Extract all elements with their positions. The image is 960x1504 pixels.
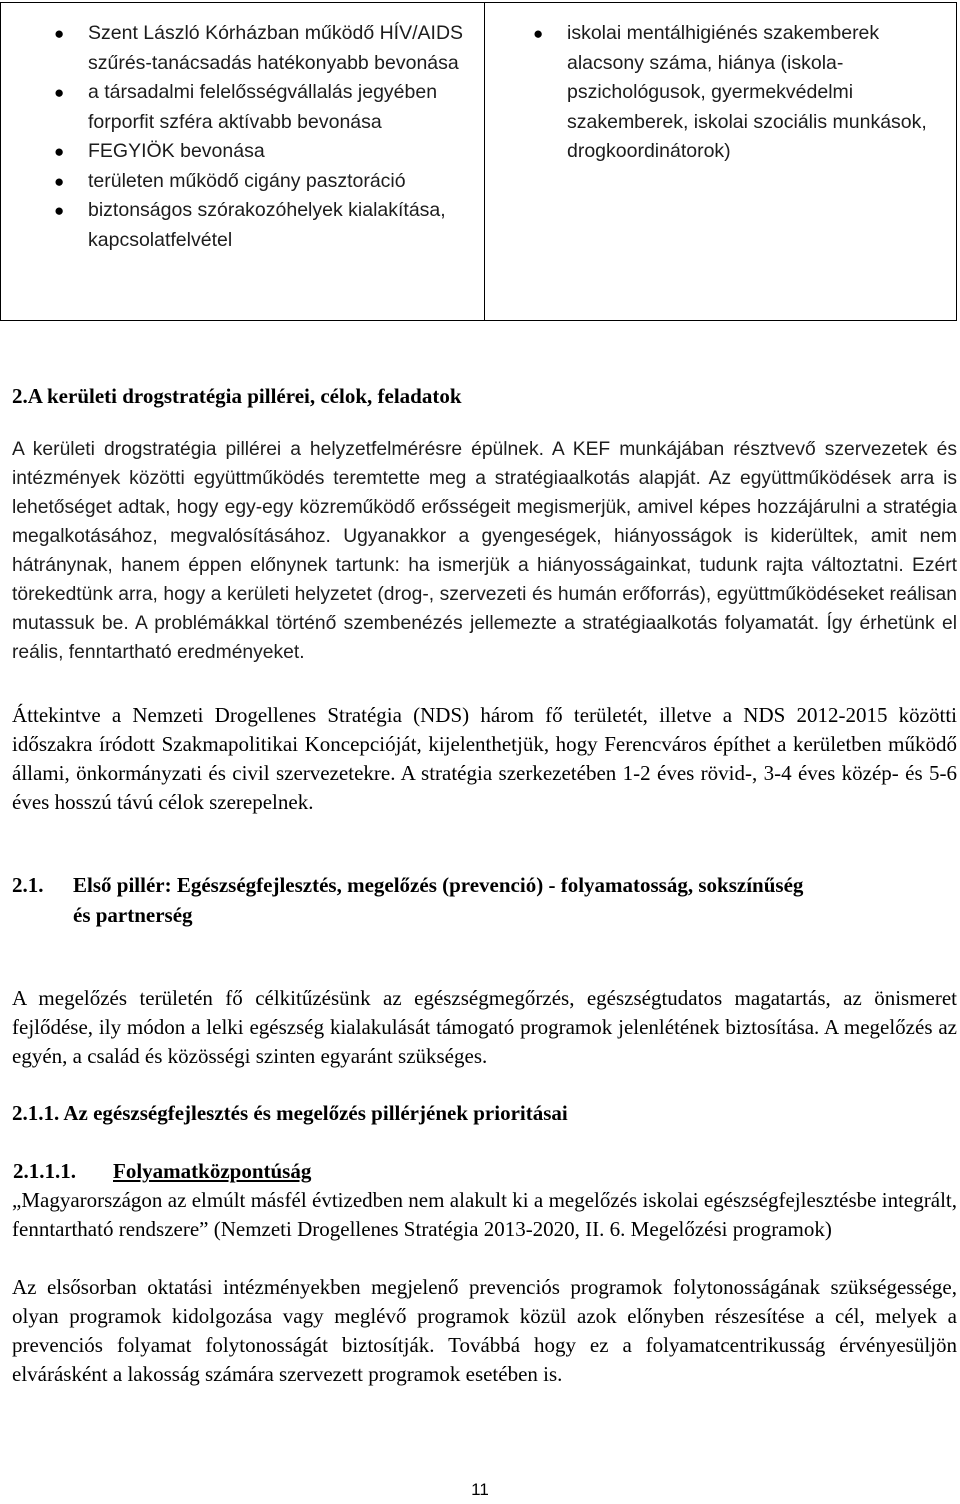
section-2-1-1-1-paragraph: Az elsősorban oktatási intézményekben megjelenő prevenciós programok folytonosságának szükségessége, olyan programok kidolgozása vagy meglévő programok közül azok előnyben részesítése a cél, melyek a prevenciós folyamat folytonosságát biztosítják. Továbbá hogy ez a folyamatcentrikusság érvényesüljön elvárásként a lakosság számára szervezett programok esetében is. xyxy=(12,1275,957,1386)
section-title: Az egészségfejlesztés és megelőzés pillérjének prioritásai xyxy=(63,1101,568,1125)
list-item: ● a társadalmi felelősségvállalás jegyében forporfit szféra aktívabb bevonása xyxy=(88,78,484,137)
list-item: ● biztonságos szórakozóhelyek kialakítása, kapcsolatfelvétel xyxy=(88,196,484,255)
list-item: ● területen működő cigány pasztoráció xyxy=(88,167,484,197)
section-2-1-1-1-heading xyxy=(12,1156,957,1186)
section-title: Folyamatközpontúság xyxy=(113,1159,312,1183)
list-item: ● iskolai mentálhigiénés szakemberek alacsony száma, hiánya (iskola-pszichológusok, gyermekvédelmi szakemberek, iskolai szociális munkások, drogkoordinátorok) xyxy=(567,19,956,167)
bullet-icon: ● xyxy=(533,24,544,43)
quote-paragraph: „Magyarországon az elmúlt másfél évtizedben nem alakult ki a megelőzés iskolai egészségfejlesztésbe integrált, fenntartható rendszere” (Nemzeti Drogellenes Stratégia 2013-2020, II. 6. Megelőzési programok) xyxy=(12,1188,957,1241)
section-2-paragraph-1: A kerületi drogstratégia pillérei a helyzetfelmérésre épülnek. A KEF munkájában résztvevő szervezetek és intézmények közötti együttműködés teremtette meg a stratégiaalkotás alapját. Az együttműködések arra is lehetőséget adtak, hogy egy-egy közreműködő erősségeit megismerjük, amivel képes hozzájárulni a stratégia megalkotásához, megvalósításához. Ugyanakkor a gyengeségek, hiányosságok is kiderültek, amit nem hátránynak, hanem éppen előnynek tartunk: ha ismerjük a hiányosságainkat, tudunk rajta változtatni. Ezért törekedtünk arra, hogy a kerületi helyzetet (drog-, szervezeti és humán erőforrás), együttműködéseket reálisan mutassuk be. A problémákkal történő szembenézés jellemezte a stratégiaalkotás folyamatát. Így érhetünk el reális, fenntartható eredményeket. xyxy=(12,439,957,663)
section-2-paragraph-2: Áttekintve a Nemzeti Drogellenes Stratégia (NDS) három fő területét, illetve a NDS 2012-2015 közötti időszakra íródott Szakmapolitikai Koncepcióját, kijelenthetjük, hogy Ferencváros építhet a kerületben működő állami, önkormányzati és civil szervezetekre. A stratégia szerkezetében 1-2 éves rövid-, 3-4 éves közép- és 5-6 éves hosszú távú célok szerepelnek. xyxy=(12,703,957,814)
bullet-icon: ● xyxy=(54,142,65,161)
table-left-cell xyxy=(1,3,485,320)
bullet-icon: ● xyxy=(54,24,65,43)
section-2-heading: 2.A kerületi drogstratégia pillérei, célok, feladatok xyxy=(12,384,462,408)
section-number: 2.1.1.1. xyxy=(13,1159,76,1183)
bullet-icon: ● xyxy=(54,171,65,191)
section-2-1-paragraph: A megelőzés területén fő célkitűzésünk az egészségmegőrzés, egészségtudatos magatartás, az önismeret fejlődése, ily módon a lelki egészség kialakulását támogató programok jelenlétének biztosítása. A megelőzés az egyén, a család és közösségi szinten egyaránt szükséges. xyxy=(12,986,957,1068)
section-2-1-1-heading xyxy=(12,1098,957,1128)
section-2-1-heading xyxy=(12,870,957,930)
bullet-icon: ● xyxy=(54,201,65,220)
right-bullet-list xyxy=(485,3,956,167)
section-number: 2.1. xyxy=(12,873,44,897)
page-number: 11 xyxy=(471,1480,489,1499)
list-item: ● Szent László Kórházban működő HÍV/AIDS szűrés-tanácsadás hatékonyabb bevonása xyxy=(88,19,484,78)
section-2-1-title-line-1: Első pillér: Egészségfejlesztés, megelőzés (prevenció) - folyamatosság, sokszínűség xyxy=(73,873,804,897)
section-number: 2.1.1. xyxy=(12,1101,60,1125)
list-item: ● FEGYIÖK bevonása xyxy=(88,137,484,167)
prior-table xyxy=(0,2,957,321)
bullet-icon: ● xyxy=(54,83,65,102)
table-right-cell xyxy=(485,3,956,320)
section-2-1-title-line-2: és partnerség xyxy=(73,903,193,927)
left-bullet-list xyxy=(1,3,484,255)
